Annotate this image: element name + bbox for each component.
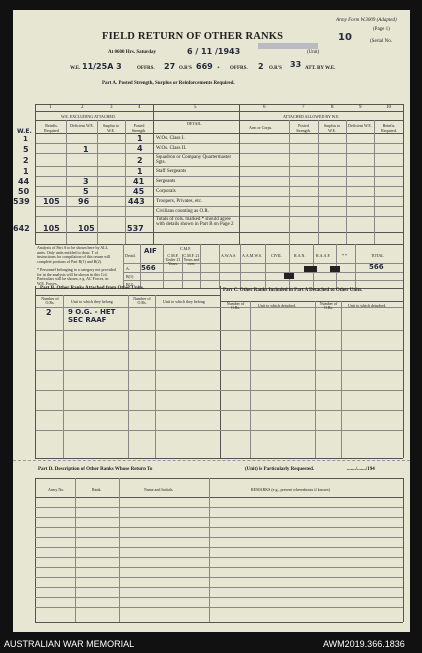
analysis-awas-header: A.W.A.S. bbox=[221, 253, 237, 258]
analysis-row-b1: B(1) bbox=[126, 274, 134, 279]
offrs-value: 27 bbox=[164, 62, 176, 71]
ors-value: 669 bbox=[196, 62, 213, 71]
row-posted: 45 bbox=[133, 187, 145, 196]
plus-sign: + bbox=[217, 66, 220, 71]
row-detail: Squadron or Company Quartermaster Sgts. bbox=[156, 155, 232, 165]
at-hours: At 0600 Hrs. Saturday bbox=[108, 50, 157, 55]
part-d-name-header: Name and Initials. bbox=[144, 487, 174, 492]
col-number-3: 3 bbox=[110, 105, 113, 110]
ors2-label: O.R'S bbox=[269, 66, 282, 71]
analysis-total-value: 566 bbox=[369, 263, 384, 271]
surplus-we-header: Surplus to W.E. bbox=[102, 123, 120, 133]
reinfts-required-header: Reinfts. Required bbox=[44, 123, 59, 133]
unit-label: (Unit) bbox=[307, 50, 320, 55]
part-b-unit-header: Unit to which they belong bbox=[71, 299, 113, 304]
col-number-9: 9 bbox=[359, 105, 362, 110]
aif-label: AIF bbox=[144, 247, 157, 255]
total-we: 642 bbox=[13, 224, 30, 233]
row-detail: W.Os. Class II. bbox=[156, 146, 187, 151]
unit-stamp bbox=[258, 43, 318, 49]
redaction-mark bbox=[304, 266, 317, 272]
part-c-number-header: Number of O.Rs. bbox=[226, 301, 245, 310]
att-reinfts-header: Reinfts. Required. bbox=[381, 123, 397, 133]
analysis-raaf-header: R.A.A.F. bbox=[316, 253, 331, 258]
ors-label: O.R'S bbox=[179, 66, 192, 71]
row-posted: 1 bbox=[137, 134, 143, 143]
part-c-unit-header: Unit to which detached. bbox=[258, 303, 297, 308]
deficient-we-header: Deficient W.E. bbox=[70, 123, 94, 128]
offrs-label: OFFRS. bbox=[137, 66, 155, 71]
analysis-aamws-header: A.A.M.W.S. bbox=[242, 253, 262, 258]
part-b-number-header: Number of O.Rs. bbox=[133, 296, 151, 305]
att-surplus-header: Surplus to W.E. bbox=[323, 123, 341, 133]
part-c-number-header: Number of O.Rs. bbox=[319, 301, 338, 310]
we-label: W.E. bbox=[70, 66, 81, 71]
total-reinfts: 105 bbox=[43, 224, 60, 233]
analysis-cmf-under21: C.M.F. Under 21 Years. bbox=[165, 253, 181, 266]
analysis-civil-header: CIVIL bbox=[271, 253, 282, 258]
row-detail: Staff Sergeants bbox=[156, 169, 187, 174]
row-detail-totals: Totals of cols. marked * should agree with details shown in Part B on Page 2 bbox=[156, 217, 234, 227]
redaction-mark bbox=[330, 266, 340, 272]
offrs2-value: 2 bbox=[258, 62, 264, 71]
analysis-detail-header: Detail. bbox=[125, 253, 136, 258]
row-posted: 4 bbox=[137, 144, 143, 153]
row-deficient: 96 bbox=[78, 197, 90, 206]
col-number-8: 8 bbox=[331, 105, 334, 110]
footer-institution: AUSTRALIAN WAR MEMORIAL bbox=[4, 639, 135, 649]
row-detail: Troopers, Privates, etc. bbox=[156, 199, 203, 204]
part-b-title: Part B. Other Ranks Attached from Other Units. bbox=[40, 286, 145, 291]
col-number-4: 4 bbox=[138, 105, 141, 110]
row-detail: W.Os. Class I. bbox=[156, 136, 185, 141]
serial-value: 10 bbox=[338, 32, 352, 43]
we-excluding-attached: W.E. EXCLUDING ATTACHED. bbox=[61, 114, 116, 119]
arm-corps-header: Arm or Corps. bbox=[249, 125, 273, 130]
form-sheet bbox=[13, 10, 410, 632]
we-value: 11/25A 3 bbox=[82, 62, 122, 71]
return-date: 6 / 11 /1943 bbox=[187, 47, 241, 56]
row-posted: 1 bbox=[137, 167, 143, 176]
row-posted: 41 bbox=[133, 177, 145, 186]
analysis-ran-header: R.A.N. bbox=[294, 253, 306, 258]
col-number-5: 5 bbox=[194, 105, 197, 110]
row-we: 539 bbox=[13, 197, 30, 206]
row-we: 1 bbox=[23, 135, 28, 143]
analysis-row-b2: B(2) bbox=[126, 282, 134, 287]
analysis-other-header: * * bbox=[342, 253, 347, 258]
analysis-footnote: * Personnel belonging to a category not provided for in the analysis will be shown in this Col. Particulars will be shown, e.g. AC Forces, in W.E. Forces. bbox=[37, 267, 116, 286]
part-b-number-header: Number of O.Rs. bbox=[41, 296, 59, 305]
part-d-rank-header: Rank. bbox=[92, 487, 102, 492]
analysis-row-a: A. bbox=[126, 266, 130, 271]
we-margin-label: W.E. bbox=[17, 128, 32, 135]
page-title: FIELD RETURN OF OTHER RANKS bbox=[102, 31, 284, 42]
part-b-entry-number: 2 bbox=[46, 308, 52, 317]
total-deficient: 105 bbox=[78, 224, 95, 233]
redaction-mark bbox=[284, 273, 294, 279]
row-detail: Sergeants bbox=[156, 179, 176, 184]
col-number-10: 10 bbox=[386, 105, 391, 110]
row-deficient: 1 bbox=[83, 145, 89, 154]
part-d-title: Part D. Description of Other Ranks Whose Return To bbox=[38, 467, 153, 472]
col-number-2: 2 bbox=[81, 105, 84, 110]
row-we: 44 bbox=[18, 177, 30, 186]
aif-value: 566 bbox=[141, 264, 156, 272]
col-number-7: 7 bbox=[302, 105, 305, 110]
footer-accession: AWM2019.366.1836 bbox=[323, 639, 405, 649]
row-we: 2 bbox=[23, 156, 29, 165]
att-label: ATT. BY W.E. bbox=[305, 66, 336, 71]
row-we: 50 bbox=[18, 187, 30, 196]
row-we: 1 bbox=[23, 167, 29, 176]
part-d-remarks-header: REMARKS (e.g., present whereabouts if known). bbox=[251, 487, 331, 492]
detail-header: DETAIL. bbox=[187, 121, 203, 126]
row-posted: 443 bbox=[128, 197, 145, 206]
part-b-entry-unit: 9 O.G. - HET SEC RAAF bbox=[68, 308, 116, 324]
part-b-unit-header: Unit to which they belong bbox=[163, 299, 205, 304]
part-d-title-mid: (Unit) is Particularly Requested. bbox=[245, 467, 315, 472]
serial-label: (Serial No. bbox=[370, 39, 392, 44]
analysis-note: Analysis of Part A to be shown here by ALL units. Only units entitled to draw. T of instructions for compilation of this return will complete portions of Part B(1) and B(2). bbox=[37, 245, 111, 264]
analysis-cmf-header: C.M.F. bbox=[180, 246, 192, 251]
row-detail: Civilians counting as O.R. bbox=[156, 209, 209, 214]
col-number-1: 1 bbox=[49, 105, 52, 110]
analysis-cmf-over21: C.M.F. 21 Years and over. bbox=[183, 253, 200, 266]
part-a-title: Part A. Posted Strength, Surplus or Reinforcements Required. bbox=[102, 81, 235, 86]
ors2-value: 33 bbox=[290, 60, 302, 69]
page-reference: (Page 1) bbox=[373, 27, 390, 32]
offrs2-label: OFFRS. bbox=[230, 66, 248, 71]
part-d-date: ......./......./194 bbox=[347, 467, 375, 472]
part-c-unit-header: Unit to which detached. bbox=[348, 303, 387, 308]
form-reference: Army Form W.3009 (Adapted) bbox=[336, 18, 397, 23]
row-reinfts: 105 bbox=[43, 197, 60, 206]
col-number-6: 6 bbox=[263, 105, 266, 110]
att-deficient-header: Deficient W.E. bbox=[348, 123, 372, 128]
analysis-total-header: TOTAL bbox=[371, 253, 384, 258]
row-we: 5 bbox=[23, 145, 29, 154]
row-deficient: 3 bbox=[83, 177, 89, 186]
fold-divider bbox=[13, 460, 410, 461]
row-detail: Corporals bbox=[156, 189, 176, 194]
part-d-army-no-header: Army No. bbox=[48, 487, 65, 492]
total-posted: 537 bbox=[127, 224, 144, 233]
row-posted: 2 bbox=[137, 156, 143, 165]
row-deficient: 5 bbox=[83, 187, 89, 196]
posted-strength-header: Posted Strength. bbox=[131, 123, 147, 133]
part-c-title: Part C. Other Ranks Included in Part A Detached to Other Units. bbox=[223, 288, 363, 293]
att-posted-strength-header: Posted Strength. bbox=[296, 123, 311, 133]
attached-allowed: ATTACHED ALLOWED BY W.E. bbox=[283, 114, 340, 119]
